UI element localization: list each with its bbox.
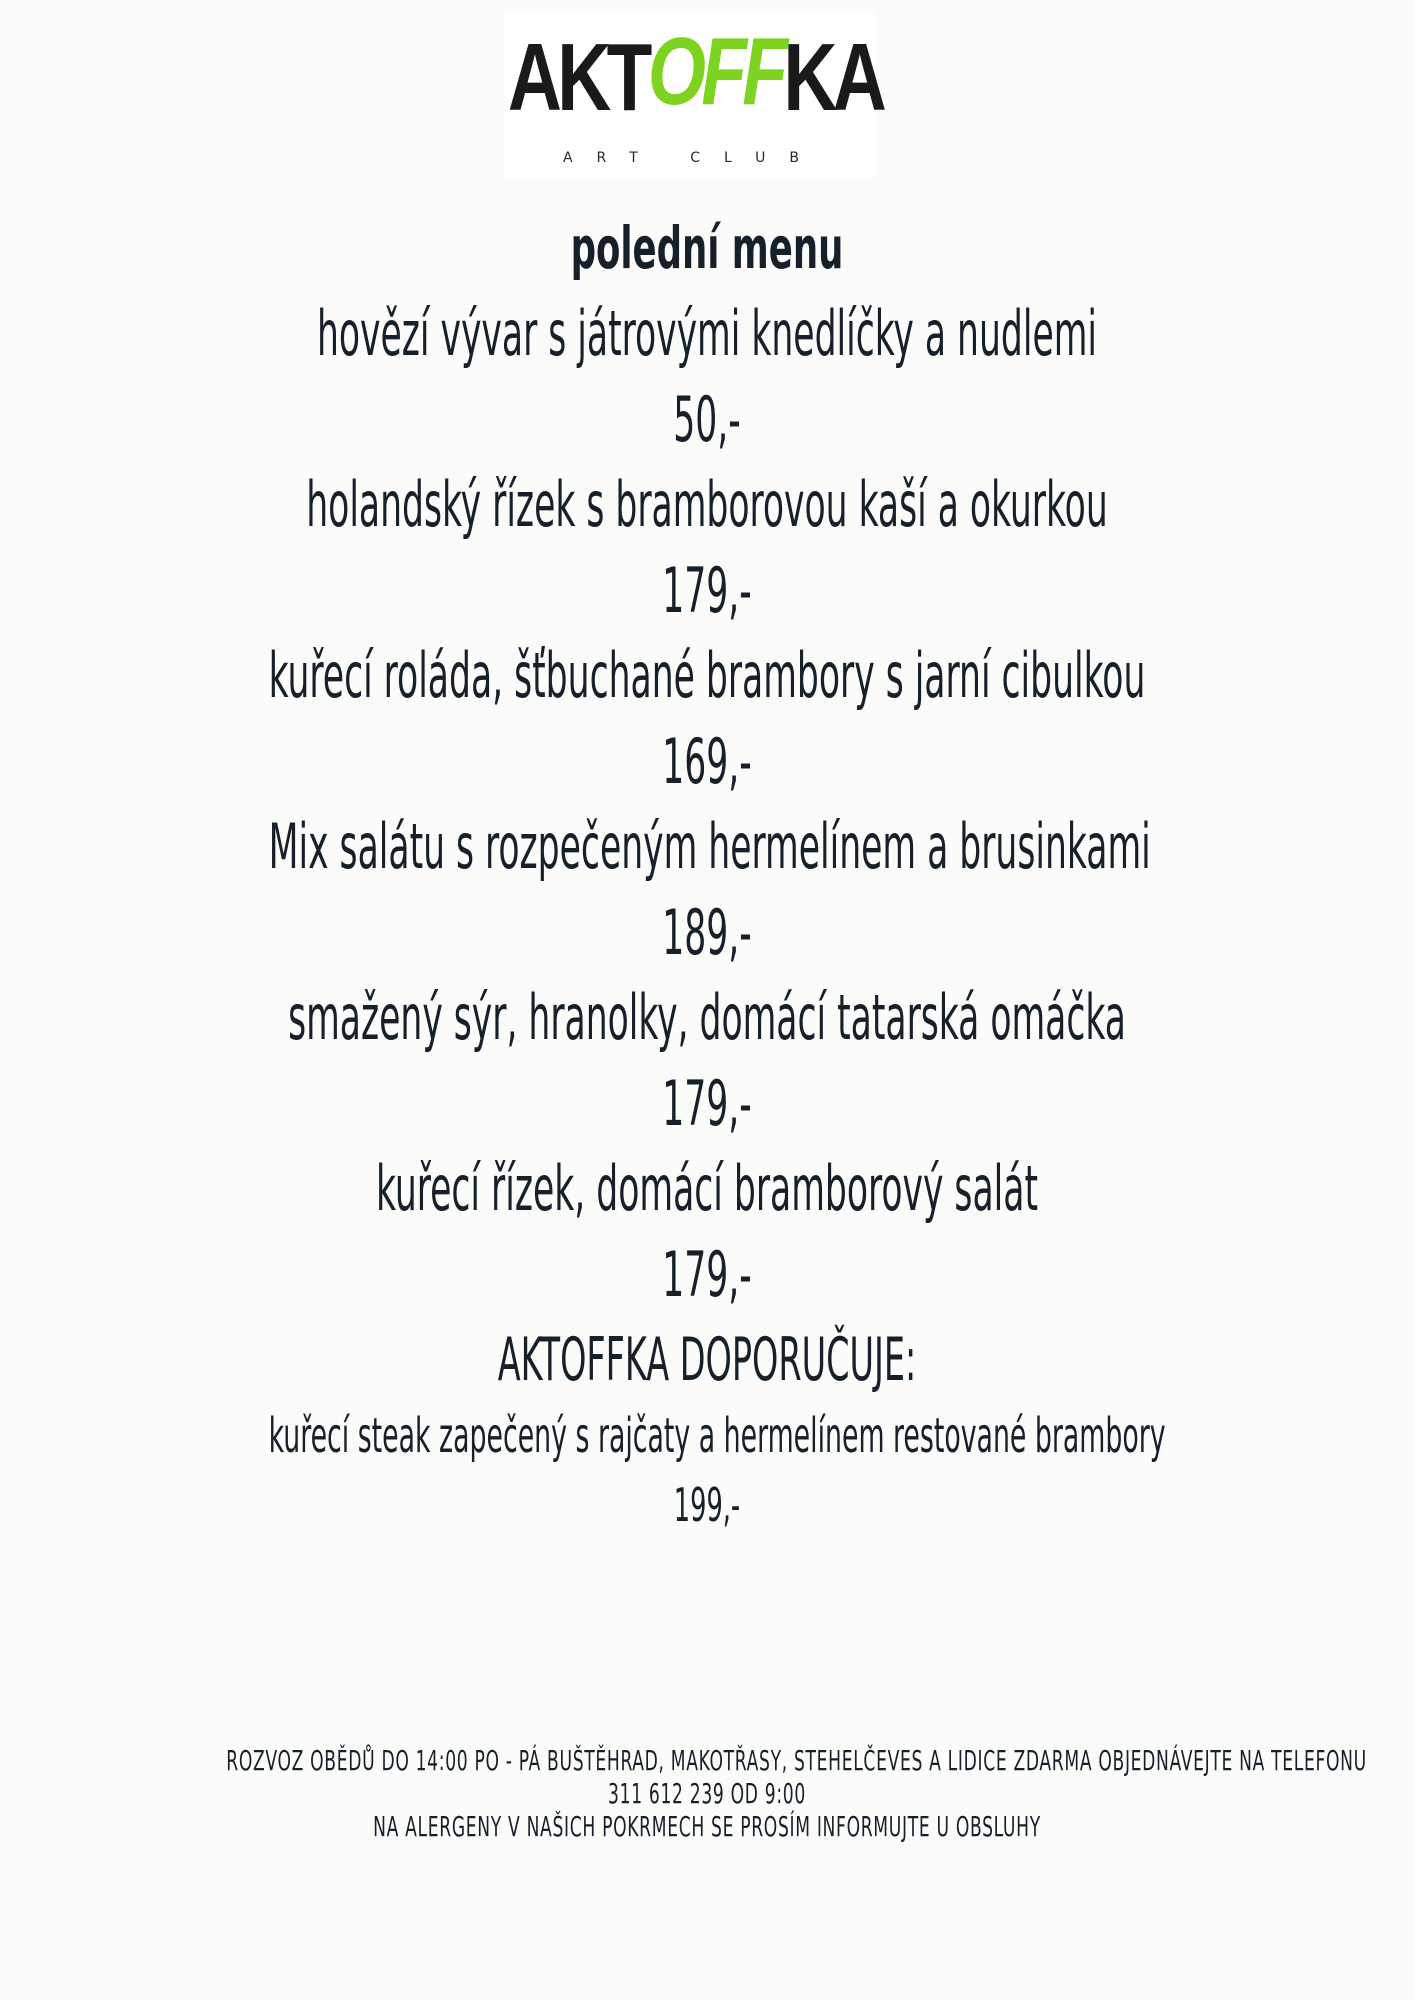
menu-item-name: holandský řízek s bramborovou kaší a okurkou <box>306 468 1108 541</box>
menu-item-name: kuřecí roláda, šťbuchané brambory s jarní cibulkou <box>268 639 1146 712</box>
menu-title: polední menu <box>570 214 844 282</box>
recommendation-name: kuřecí steak zapečený s rajčaty a hermelínem restované brambory <box>268 1408 1166 1464</box>
recommendation-heading: AKTOFFKA DOPORUČUJE: <box>497 1325 917 1395</box>
allergen-notice: NA ALERGENY V NAŠICH POKRMECH SE PROSÍM INFORMUJTE U OBSLUHY <box>373 1810 1041 1843</box>
menu-item-price: 179,- <box>662 554 752 627</box>
logo-subtitle: ART CLUB <box>562 150 824 166</box>
aktoffka-logo <box>505 10 883 178</box>
menu-item-name: hovězí vývar s játrovými knedlíčky a nudlemi <box>316 297 1098 370</box>
logo-wordmark <box>507 18 883 131</box>
logo-word-start: AKT <box>507 24 648 131</box>
recommendation-price: 199,- <box>673 1478 741 1532</box>
menu-item-name: Mix salátu s rozpečeným hermelínem a brusinkami <box>268 810 1151 883</box>
menu-item-price: 50,- <box>673 383 741 456</box>
menu-item-price: 179,- <box>662 1067 752 1140</box>
menu-item-name: kuřecí řízek, domácí bramborový salát <box>375 1152 1039 1225</box>
logo-word-accent: OFF <box>647 18 784 125</box>
menu-item-price: 169,- <box>662 725 752 798</box>
delivery-phone: 311 612 239 OD 9:00 <box>608 1777 806 1810</box>
menu-item-name: smažený sýr, hranolky, domácí tatarská omáčka <box>288 981 1126 1054</box>
menu-item-price: 189,- <box>662 896 752 969</box>
delivery-info: ROZVOZ OBĚDŮ DO 14:00 PO - PÁ BUŠTĚHRAD, MAKOTŘASY, STEHELČEVES A LIDICE ZDARMA OBJEDNÁVEJTE NA TELEFONU <box>226 1744 1367 1777</box>
logo-word-end: KA <box>783 24 883 131</box>
menu-item-price: 179,- <box>662 1238 752 1311</box>
